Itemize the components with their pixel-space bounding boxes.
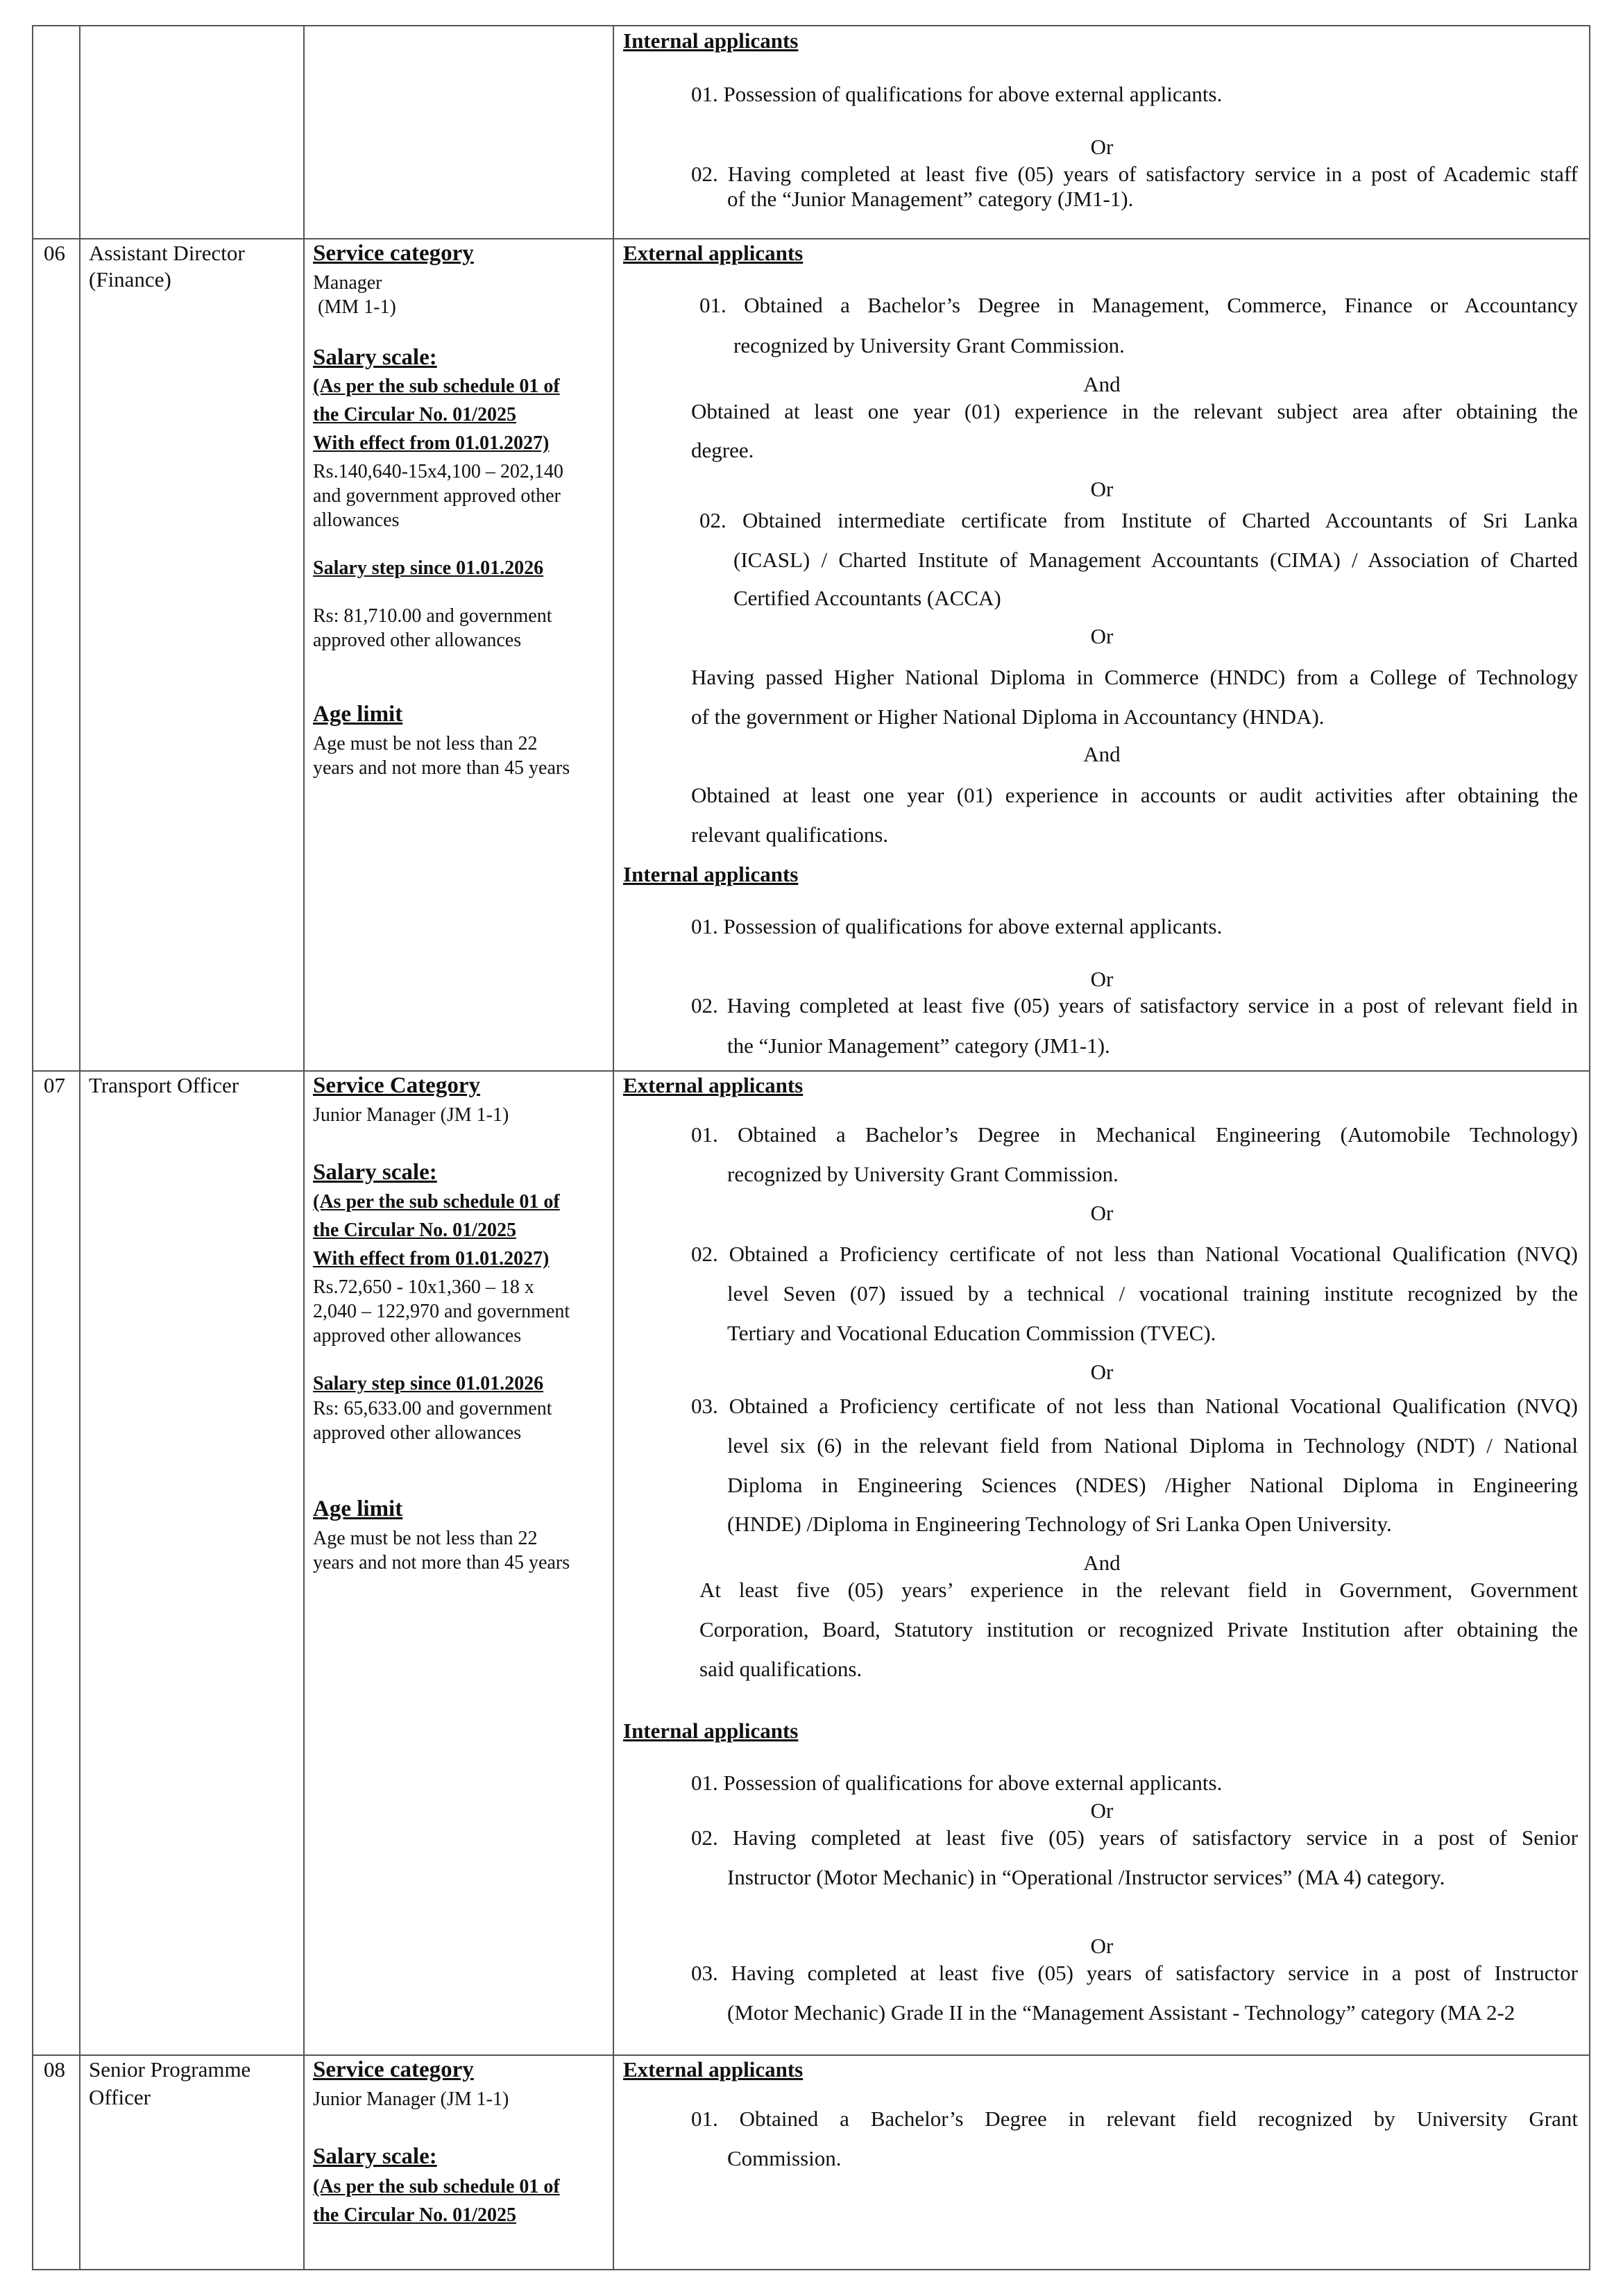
salary-scale-note: With effect from 01.01.2027) [313,432,550,454]
row-divider-07 [33,1070,1589,1072]
requirement-item: 02. Obtained a Proficiency certificate of not less than National Vocational Qualification (NVQ) [691,1242,1578,1266]
salary-step-value: approved other allowances [313,630,522,651]
internal-applicants-heading: Internal applicants [623,28,799,53]
salary-scale-heading: Salary scale: [313,345,437,370]
or-separator: Or [1090,477,1114,501]
age-limit-value: years and not more than 45 years [313,1552,570,1573]
requirement-item: Commission. [727,2146,842,2170]
requirement-item: Instructor (Motor Mechanic) in “Operational /Instructor services” (MA 4) category. [727,1865,1445,1889]
requirement-item: of the government or Higher National Diploma in Accountancy (HNDA). [691,704,1325,729]
requirement-item: 01. Possession of qualifications for above external applicants. [691,1771,1223,1795]
requirement-item: 03. Having completed at least five (05) years of satisfactory service in a post of Instructor [691,1961,1578,1985]
post-title: Transport Officer [89,1073,239,1097]
salary-scale-note: (As per the sub schedule 01 of [313,1191,560,1213]
and-separator: And [1083,372,1121,396]
column-divider-3 [613,26,614,2269]
salary-scale-value: allowances [313,509,400,531]
or-separator: Or [1090,1934,1114,1958]
requirement-item: degree. [691,438,754,462]
requirement-item: 01. Obtained a Bachelor’s Degree in Mechanical Engineering (Automobile Technology) [691,1122,1578,1147]
requirement-item: 02. Having completed at least five (05) years of satisfactory service in a post of Senior [691,1825,1578,1850]
and-separator: And [1083,742,1121,766]
age-limit-value: Age must be not less than 22 [313,1528,538,1549]
post-title: Assistant Director [89,241,245,265]
requirement-item: recognized by University Grant Commission. [733,333,1125,357]
post-title: Senior Programme [89,2057,251,2082]
requirement-item: Diploma in Engineering Sciences (NDES) /Higher National Diploma in Engineering [727,1473,1578,1497]
column-divider-2 [303,26,305,2269]
requirement-item: Obtained at least one year (01) experience in the relevant subject area after obtaining the [691,399,1578,423]
age-limit-value: Age must be not less than 22 [313,733,538,754]
salary-scale-note: the Circular No. 01/2025 [313,2204,516,2226]
requirement-item: At least five (05) years’ experience in the relevant field in Government, Government [699,1578,1578,1602]
internal-applicants-heading: Internal applicants [623,862,799,886]
salary-step-heading: Salary step since 01.01.2026 [313,1373,544,1394]
requirement-item: level Seven (07) issued by a technical / vocational training institute recognized by the [727,1281,1578,1306]
salary-step-heading: Salary step since 01.01.2026 [313,557,544,579]
row-number: 08 [44,2057,65,2082]
post-title: Officer [89,2085,151,2109]
and-separator: And [1083,1551,1121,1575]
requirement-item: 01. Possession of qualifications for above external applicants. [691,914,1223,938]
age-limit-value: years and not more than 45 years [313,757,570,779]
or-separator: Or [1090,624,1114,648]
requirement-item: said qualifications. [699,1657,863,1681]
salary-scale-note: (As per the sub schedule 01 of [313,2176,560,2197]
requirement-item: 01. Obtained a Bachelor’s Degree in relevant field recognized by University Grant [691,2107,1578,2131]
salary-scale-value: and government approved other [313,485,561,507]
external-applicants-heading: External applicants [623,241,804,265]
requirement-item: Having passed Higher National Diploma in Commerce (HNDC) from a College of Technology [691,665,1578,689]
salary-scale-note: the Circular No. 01/2025 [313,404,516,425]
salary-step-value: Rs: 65,633.00 and government [313,1398,552,1419]
requirement-item: 03. Obtained a Proficiency certificate of not less than National Vocational Qualification (NVQ) [691,1394,1578,1418]
salary-scale-value: Rs.72,650 - 10x1,360 – 18 x [313,1276,534,1298]
row-number: 06 [44,241,65,265]
requirement-item: (HNDE) /Diploma in Engineering Technology of Sri Lanka Open University. [727,1512,1392,1536]
requirement-item: 02. Having completed at least five (05) years of satisfactory service in a post of relevant field in [691,993,1578,1018]
or-separator: Or [1090,967,1114,991]
row-divider-08 [33,2054,1589,2056]
requirement-item: 02. Obtained intermediate certificate from Institute of Charted Accountants of Sri Lanka [699,508,1578,532]
external-applicants-heading: External applicants [623,1073,804,1097]
requirement-item: Obtained at least one year (01) experience in accounts or audit activities after obtaining the [691,783,1578,807]
requirement-item: Corporation, Board, Statutory institution or recognized Private Institution after obtaining the [699,1617,1578,1641]
or-separator: Or [1090,1201,1114,1225]
service-category-value: (MM 1-1) [318,296,396,318]
requirement-item: the “Junior Management” category (JM1-1). [727,1033,1110,1058]
service-category-heading: Service category [313,2057,474,2082]
post-title: (Finance) [89,267,171,292]
requirement-item: relevant qualifications. [691,822,889,847]
or-separator: Or [1090,1360,1114,1384]
or-separator: Or [1090,1798,1114,1823]
salary-step-value: Rs: 81,710.00 and government [313,605,552,627]
requirement-item: recognized by University Grant Commission. [727,1162,1119,1186]
requirement-item: Tertiary and Vocational Education Commission (TVEC). [727,1321,1216,1345]
salary-step-value: approved other allowances [313,1422,522,1444]
service-category-heading: Service Category [313,1073,480,1098]
salary-scale-value: Rs.140,640-15x4,100 – 202,140 [313,461,563,482]
requirement-item: 01. Possession of qualifications for above external applicants. [691,82,1223,106]
salary-scale-heading: Salary scale: [313,2144,437,2169]
service-category-heading: Service category [313,241,474,266]
service-category-value: Junior Manager (JM 1-1) [313,1104,509,1126]
or-separator: Or [1090,135,1114,159]
requirement-item: of the “Junior Management” category (JM1-1). [727,187,1134,211]
salary-scale-note: With effect from 01.01.2027) [313,1248,550,1269]
requirement-item: 02. Having completed at least five (05) years of satisfactory service in a post of Academic staff [691,162,1578,186]
requirement-item: (ICASL) / Charted Institute of Management Accountants (CIMA) / Association of Charted [733,548,1578,572]
external-applicants-heading: External applicants [623,2057,804,2082]
age-limit-heading: Age limit [313,702,403,727]
requirement-item: (Motor Mechanic) Grade II in the “Management Assistant - Technology” category (MA 2-2 [727,2000,1515,2025]
salary-scale-value: 2,040 – 122,970 and government [313,1301,570,1322]
salary-scale-note: the Circular No. 01/2025 [313,1219,516,1241]
salary-scale-note: (As per the sub schedule 01 of [313,375,560,397]
age-limit-heading: Age limit [313,1496,403,1521]
requirement-item: 01. Obtained a Bachelor’s Degree in Management, Commerce, Finance or Accountancy [699,293,1578,317]
internal-applicants-heading: Internal applicants [623,1719,799,1743]
requirement-item: Certified Accountants (ACCA) [733,586,1001,610]
service-category-value: Manager [313,272,382,294]
service-category-value: Junior Manager (JM 1-1) [313,2088,509,2110]
row-divider-06 [33,238,1589,239]
salary-scale-heading: Salary scale: [313,1160,437,1185]
salary-scale-value: approved other allowances [313,1325,522,1347]
column-divider-1 [79,26,80,2269]
row-number: 07 [44,1073,65,1097]
requirement-item: level six (6) in the relevant field from National Diploma in Technology (NDT) / National [727,1433,1578,1458]
